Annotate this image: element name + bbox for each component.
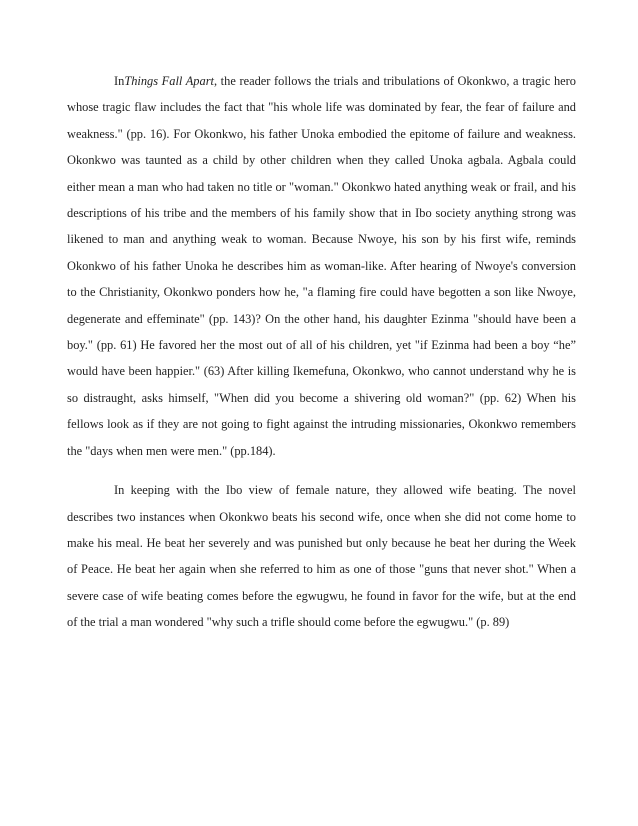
book-title: Things Fall Apart — [124, 74, 214, 88]
paragraph-1-lead: In — [114, 74, 125, 88]
paragraph-1-text: , the reader follows the trials and tribulations of Okonkwo, a tragic hero whose tragic flaw includes the fact that "his whole life was dominated by fear, the fear of failure and weakness." (pp. 16). For Okonkwo, his father Unoka embodied the epitome of failure and weakness. Okonkwo was taunted as a child by other children when they called Unoka agbala. Agbala could either mean a man who had taken no title or "woman." Okonkwo hated anything weak or frail, and his descriptions of his tribe and the members of his family show that in Ibo society anything strong was likened to man and anything weak to woman. Because Nwoye, his son by his first wife, reminds Okonkwo of his father Unoka he describes him as woman-like. After hearing of Nwoye's conversion to the Christianity, Okonkwo ponders how he, "a flaming fire could have begotten a son like Nwoye, degenerate and effeminate" (pp. 143)? On the other hand, his daughter Ezinma "should have been a boy." (pp. 61) He favored her the most out of all of his children, yet "if Ezinma had been a boy “he” would have been happier." (63) After killing Ikemefuna, Okonkwo, who cannot understand why he is so distraught, asks himself, "When did you become a shivering old woman?" (pp. 62) When his fellows look as if they are not going to fight against the intruding missionaries, Okonkwo remembers the "days when men were men." (pp.184). — [67, 74, 576, 458]
document-body — [67, 68, 576, 636]
paragraph-2 — [67, 477, 576, 635]
paragraph-2-text: In keeping with the Ibo view of female nature, they allowed wife beating. The novel describes two instances when Okonkwo beats his second wife, once when she did not come home to make his meal. He beat her severely and was punished but only because he beat her during the Week of Peace. He beat her again when she referred to him as one of those "guns that never shot." When a severe case of wife beating comes before the egwugwu, he found in favor for the wife, but at the end of the trial a man wondered "why such a trifle should come before the egwugwu." (p. 89) — [67, 483, 576, 630]
paragraph-1 — [67, 68, 576, 464]
